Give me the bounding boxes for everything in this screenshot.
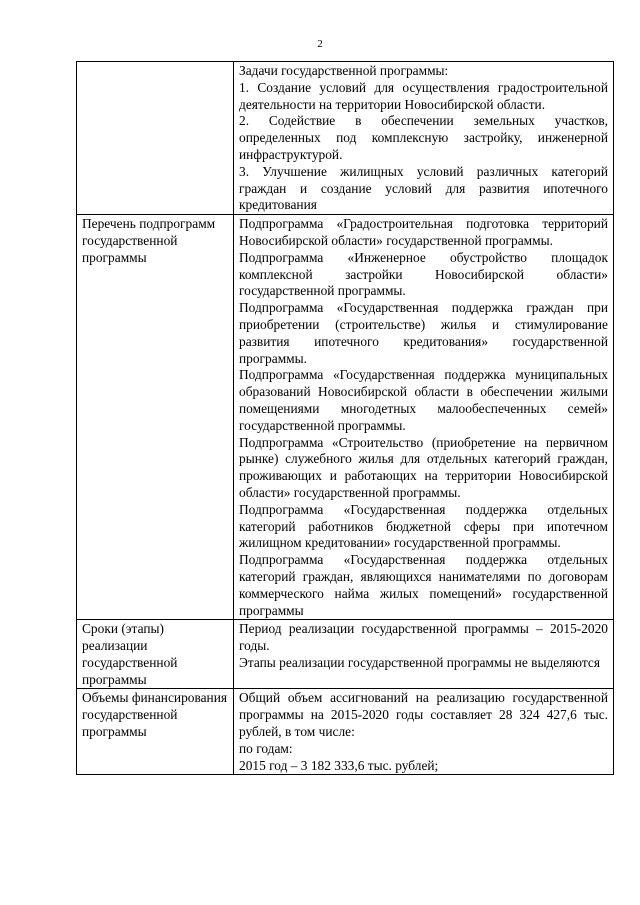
paragraph: Период реализации государственной программы – 2015-2020 годы. — [239, 621, 608, 654]
row-label: Сроки (этапы) реализации государственной программы — [77, 620, 234, 689]
row-label — [77, 62, 234, 215]
paragraph: 3. Улучшение жилищных условий различных категорий граждан и создание условий для развития ипотечного кредитования — [239, 163, 608, 213]
table-row-funding — [77, 689, 614, 775]
table-row-subprograms — [77, 215, 614, 620]
row-label: Перечень подпрограмм государственной программы — [77, 215, 234, 620]
paragraph: Подпрограмма «Градостроительная подготовка территорий Новосибирской области» государственной программы. — [239, 216, 608, 248]
paragraph: 2. Содействие в обеспечении земельных участков, определенных под комплексную застройку, инженерной инфраструктурой. — [239, 113, 608, 162]
page-number: 2 — [317, 38, 323, 50]
paragraph: 2015 год – 3 182 333,6 тыс. рублей; — [239, 757, 439, 773]
paragraph: Подпрограмма «Государственная поддержка граждан при приобретении (строительстве) жилья и стимулирование развития ипотечного кредитования» государственной программы. — [239, 300, 608, 366]
paragraph: Общий объем ассигнований на реализацию государственной программы на 2015-2020 годы составляет 28 324 427,6 тыс. рублей, в том числе: — [239, 690, 608, 740]
row-content — [234, 620, 614, 689]
row-content — [234, 215, 614, 620]
paragraph: Этапы реализации государственной программы не выделяются — [239, 654, 601, 670]
row-label: Объемы финансирования государственной программы — [77, 689, 234, 775]
paragraph: Подпрограмма «Государственная поддержка отдельных категорий работников бюджетной сферы при ипотечном жилищном кредитовании» государственной программы. — [239, 501, 608, 551]
row-content — [234, 62, 614, 215]
paragraph: Задачи государственной программы: — [239, 63, 449, 78]
paragraph: Подпрограмма «Строительство (приобретение на первичном рынке) служебного жилья для отдельных категорий граждан, проживающих и работающих на территории Новосибирской области» государственной программы. — [239, 434, 608, 500]
table-row-timeline — [77, 620, 614, 689]
paragraph: Подпрограмма «Государственная поддержка отдельных категорий граждан, являющихся нанимателями по договорам коммерческого найма жилых помещений» государственной программы — [239, 552, 608, 618]
table-row-tasks — [77, 62, 614, 215]
row-content — [234, 689, 614, 775]
paragraph: Подпрограмма «Государственная поддержка муниципальных образований Новосибирской области в обеспечении жилыми помещениями многодетных малообеспеченных семей» государственной программы. — [239, 367, 608, 433]
program-passport-table — [76, 61, 614, 775]
paragraph: 1. Создание условий для осуществления градостроительной деятельности на территории Новосибирской области. — [239, 79, 608, 112]
paragraph: по годам: — [239, 740, 293, 756]
paragraph: Подпрограмма «Инженерное обустройство площадок комплексной застройки Новосибирской области» государственной программы. — [239, 249, 608, 299]
